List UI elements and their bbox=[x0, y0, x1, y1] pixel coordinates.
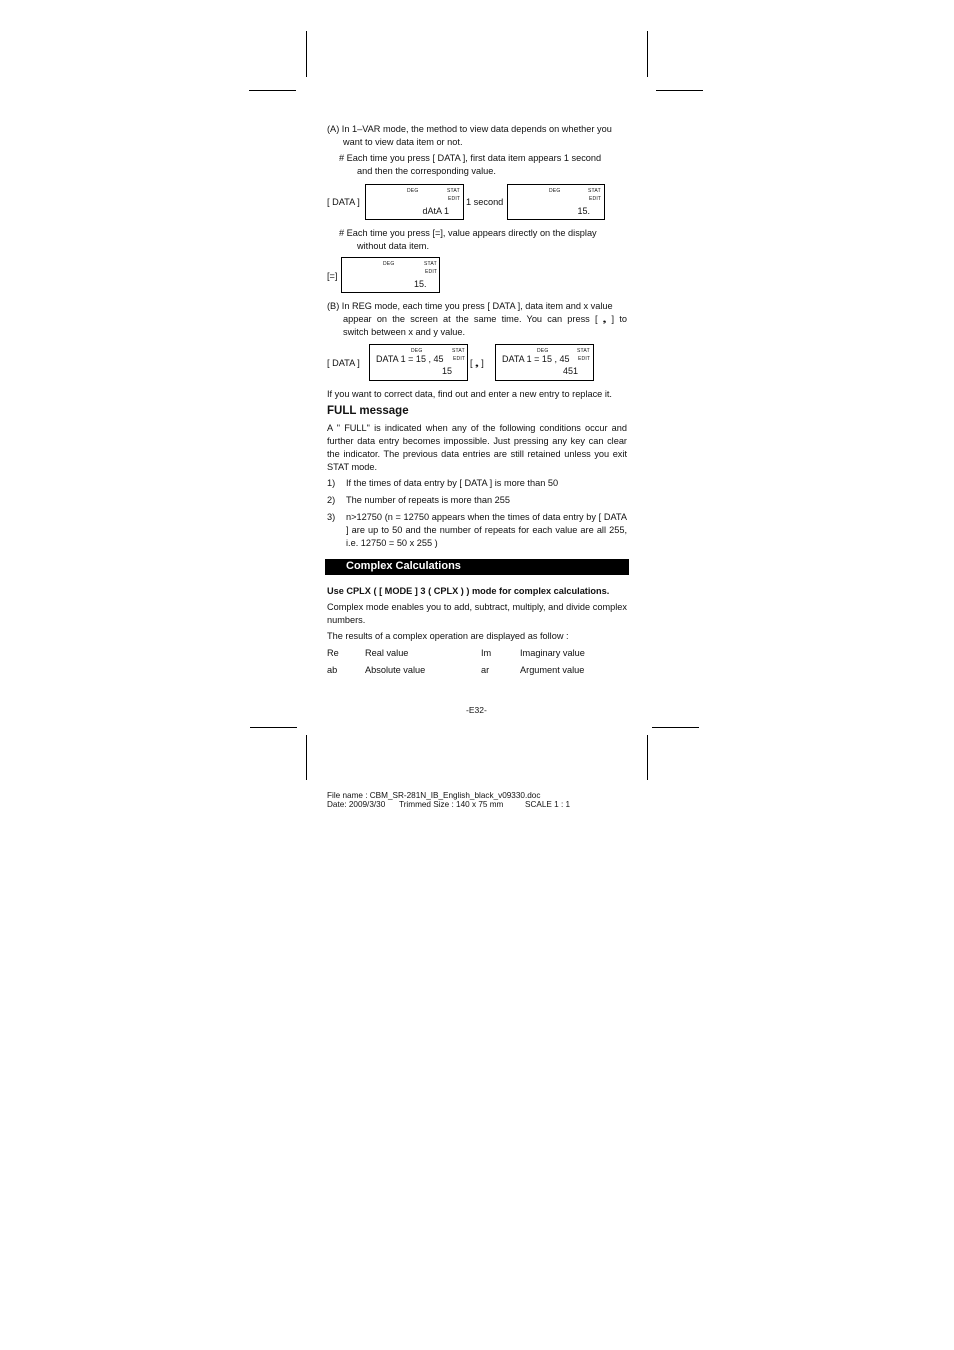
lcd-display-reg-x bbox=[369, 344, 468, 381]
list-item-text: The number of repeats is more than 255 bbox=[346, 495, 510, 505]
section-b-line3: switch between x and y value. bbox=[343, 327, 466, 337]
edit-indicator: EDIT bbox=[448, 196, 461, 202]
lcd-value: 15. bbox=[577, 206, 590, 216]
stat-indicator: STAT bbox=[452, 348, 465, 354]
result-desc: Absolute value bbox=[365, 665, 426, 675]
section-a-intro: (A) In 1–VAR mode, the method to view data depends on whether you bbox=[327, 124, 612, 134]
edit-indicator: EDIT bbox=[578, 356, 591, 362]
result-code: Re bbox=[327, 648, 339, 658]
lcd-value: 15. bbox=[414, 279, 427, 289]
list-item-text: If the times of data entry by [ DATA ] is more than 50 bbox=[346, 478, 559, 488]
bullet-equals-key: # Each time you press [=], value appears directly on the display bbox=[339, 228, 597, 238]
deg-indicator: DEG bbox=[383, 261, 395, 267]
result-code: ab bbox=[327, 665, 338, 675]
footer-file-name: File name : CBM_SR-281N_IB_English_black_v09330.doc bbox=[327, 791, 541, 800]
stat-indicator: STAT bbox=[424, 261, 437, 267]
list-item-number: 2) bbox=[327, 495, 336, 505]
cplx-mode-instruction: Use CPLX ( [ MODE ] 3 ( CPLX ) ) mode for complex calculations. bbox=[327, 586, 610, 596]
correct-data-note: If you want to correct data, find out and enter a new entry to replace it. bbox=[327, 389, 612, 399]
footer-date: Date: 2009/3/30 bbox=[327, 800, 386, 809]
bullet-data-key: # Each time you press [ DATA ], first data item appears 1 second bbox=[339, 153, 602, 163]
key-data-label: [ DATA ] bbox=[327, 358, 360, 368]
results-intro: The results of a complex operation are displayed as follow : bbox=[327, 631, 569, 641]
result-desc: Real value bbox=[365, 648, 409, 658]
one-second-label: 1 second bbox=[466, 197, 504, 207]
lcd-value: dAtA 1 bbox=[422, 206, 449, 216]
edit-indicator: EDIT bbox=[453, 356, 466, 362]
full-message-heading: FULL message bbox=[327, 405, 409, 417]
lcd-display-data-item bbox=[365, 184, 464, 220]
complex-calculations-banner bbox=[325, 559, 629, 575]
lcd-display-reg-y bbox=[495, 344, 594, 381]
crop-mark bbox=[652, 727, 699, 728]
stat-indicator: STAT bbox=[447, 188, 460, 194]
complex-mode-paragraph: Complex mode enables you to add, subtract, multiply, and divide complex numbers. bbox=[327, 602, 627, 625]
key-comma-label: [ ❟ ] bbox=[470, 358, 484, 368]
section-a-intro-cont: want to view data item or not. bbox=[343, 137, 463, 147]
bullet-equals-key-cont: without data item. bbox=[357, 241, 430, 251]
crop-mark bbox=[249, 90, 296, 91]
list-item-text: n>12750 (n = 12750 appears when the times of data entry by [ DATA ] are up to 50 and the number of repeats for each value are all 255, i.e. 12750 = 50 x 255 ) bbox=[346, 512, 627, 548]
crop-mark bbox=[306, 31, 307, 77]
section-b-line1: (B) In REG mode, each time you press [ DATA ], data item and x value bbox=[327, 301, 613, 311]
lcd-value: 15 bbox=[442, 366, 453, 376]
key-data-label: [ DATA ] bbox=[327, 197, 360, 207]
edit-indicator: EDIT bbox=[589, 196, 602, 202]
deg-indicator: DEG bbox=[537, 348, 549, 354]
key-equals-label: [=] bbox=[327, 271, 338, 281]
result-desc: Argument value bbox=[520, 665, 585, 675]
page-number: -E32- bbox=[466, 705, 487, 715]
section-b-line2: appear on the screen at the same time. You can press [ ❟ ] to bbox=[343, 314, 627, 324]
result-code: ar bbox=[481, 665, 490, 675]
deg-indicator: DEG bbox=[549, 188, 561, 194]
deg-indicator: DEG bbox=[407, 188, 419, 194]
lcd-main-line: DATA 1 = 15 , 45 bbox=[376, 354, 444, 364]
list-item-number: 3) bbox=[327, 512, 336, 522]
full-message-paragraph: A " FULL" is indicated when any of the following conditions occur and further data entry becomes impossible. Just pressing any key can clear the indicator. The previous data entries are still retained unless you exit STAT mode. bbox=[327, 423, 627, 472]
footer-scale: SCALE 1 : 1 bbox=[525, 800, 571, 809]
footer-trimmed-size: Trimmed Size : 140 x 75 mm bbox=[399, 800, 504, 809]
section-title: Complex Calculations bbox=[346, 560, 461, 572]
crop-mark bbox=[306, 735, 307, 780]
lcd-value: 451 bbox=[563, 366, 579, 376]
stat-indicator: STAT bbox=[577, 348, 590, 354]
result-desc: Imaginary value bbox=[520, 648, 585, 658]
stat-indicator: STAT bbox=[588, 188, 601, 194]
edit-indicator: EDIT bbox=[425, 269, 438, 275]
list-item-number: 1) bbox=[327, 478, 336, 488]
crop-mark bbox=[647, 735, 648, 780]
lcd-display-value bbox=[507, 184, 605, 220]
crop-mark bbox=[647, 31, 648, 77]
result-code: Im bbox=[481, 648, 492, 658]
crop-mark bbox=[656, 90, 703, 91]
crop-mark bbox=[250, 727, 297, 728]
deg-indicator: DEG bbox=[411, 348, 423, 354]
lcd-main-line: DATA 1 = 15 , 45 bbox=[502, 354, 570, 364]
bullet-data-key-cont: and then the corresponding value. bbox=[357, 166, 496, 176]
lcd-display-equals bbox=[341, 257, 440, 293]
